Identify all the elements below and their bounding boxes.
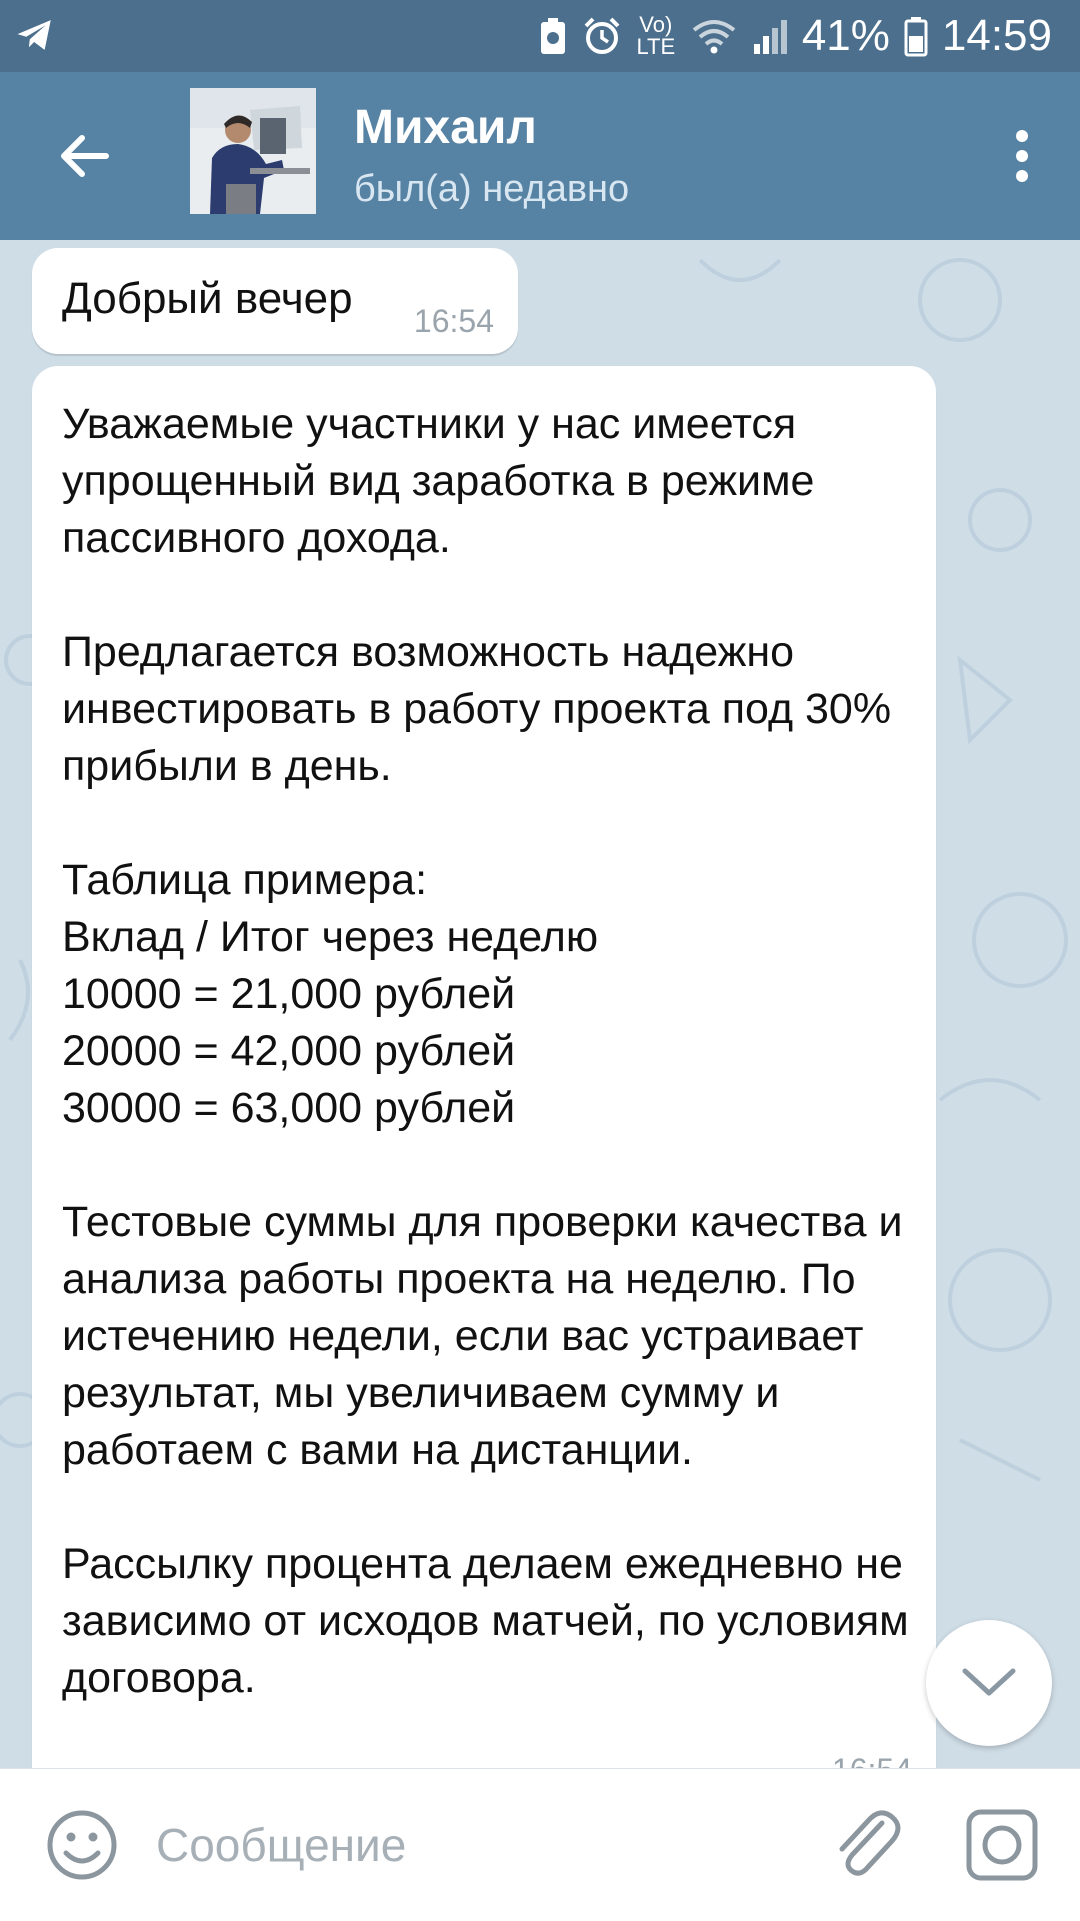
contact-name[interactable]: Михаил: [354, 101, 537, 154]
message-text: Уважаемые участники у нас имеется упрощенный вид заработка в режиме пассивного дохода. Предлагается возможность надежно инвестировать в работу проекта под 30% прибыли в день. Таблица примера: Вклад / Итог через неделю 10000 = 21,000 рублей 20000 = 42,000 рублей 30000 = 63,000 рублей Тестовые суммы для проверки качества и анализа работы проекта на неделю. По истечению недели, если вас устраивает результат, мы увеличиваем сумму и работаем с вами на дистанции. Рассылку процента делаем ежедневно не зависимо от исходов матчей, по условиям договора.: [62, 400, 909, 1702]
message-composer: [0, 1768, 1080, 1921]
volte-icon: Vo) LTE: [636, 12, 676, 59]
battery-saver-icon: [538, 16, 568, 56]
chat-area[interactable]: [0, 240, 1080, 1768]
more-menu-button[interactable]: [992, 118, 1052, 194]
scroll-down-button[interactable]: [926, 1620, 1052, 1746]
emoji-icon[interactable]: [44, 1807, 120, 1883]
attach-icon[interactable]: [826, 1803, 910, 1887]
clock: 14:59: [941, 11, 1052, 60]
contact-status: был(а) недавно: [354, 168, 630, 210]
battery-icon: [904, 16, 928, 56]
signal-icon: [752, 16, 788, 56]
message-input[interactable]: [156, 1805, 796, 1885]
message-text: Добрый вечер: [62, 274, 353, 323]
avatar-photo: [190, 88, 316, 214]
message-time: 16:54: [413, 303, 494, 339]
message-bubble[interactable]: [32, 366, 936, 1806]
back-button[interactable]: [46, 118, 122, 194]
back-arrow-icon: [56, 128, 112, 184]
wifi-icon: [690, 16, 738, 56]
chevron-down-icon: [959, 1665, 1019, 1701]
status-bar: [0, 0, 1080, 72]
chat-header: [0, 72, 1080, 240]
camera-icon[interactable]: [964, 1807, 1040, 1883]
avatar[interactable]: [190, 88, 316, 214]
message-bubble[interactable]: [32, 248, 518, 354]
alarm-icon: [582, 16, 622, 56]
status-icons: [538, 0, 1052, 72]
battery-percent: 41%: [801, 11, 890, 60]
telegram-icon: [14, 14, 56, 56]
more-vertical-icon: [1012, 128, 1032, 184]
